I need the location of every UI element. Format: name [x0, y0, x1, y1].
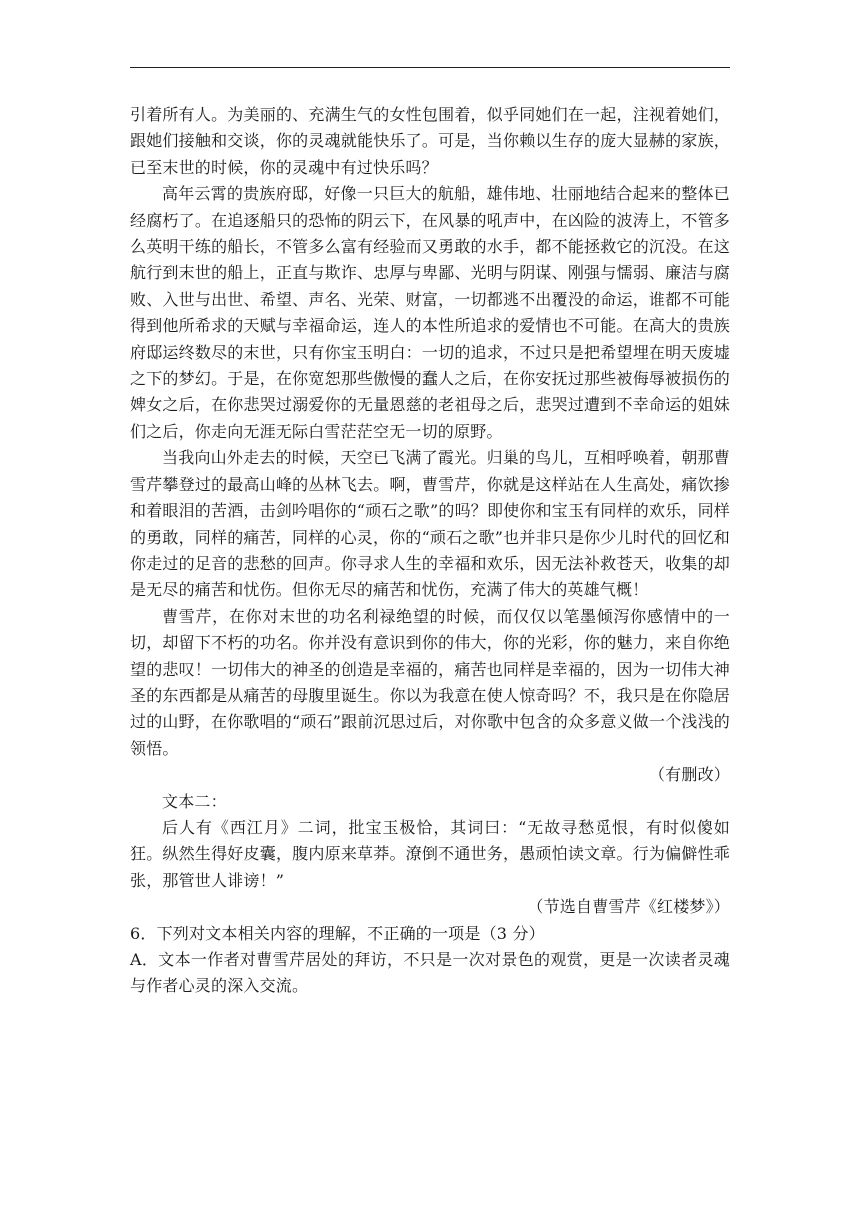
paragraph-3: 当我向山外走去的时候，天空已飞满了霞光。归巢的鸟儿，互相呼唤着，朝那曹雪芹攀登过的最高山峰的丛林飞去。啊，曹雪芹，你就是这样站在人生高处，痛饮掺和着眼泪的苦酒，击剑吟唱你的“顽石之歌”的吗？即使你和宝玉有同样的欢乐，同样的勇敢，同样的痛苦，同样的心灵，你的“顽石之歌”也并非只是你少儿时代的回忆和你走过的足音的悲愁的回声。你寻求人生的幸福和欢乐，因无法补救苍天，收集的却是无尽的痛苦和忧伤。但你无尽的痛苦和忧伤，充满了伟大的英雄气概！ — [130, 448, 730, 600]
header-rule — [130, 67, 730, 68]
question-stem: 6．下列对文本相关内容的理解，不正确的一项是（3 分） — [130, 923, 545, 943]
source-note: （节选自曹雪芹《红楼梦》） — [527, 897, 730, 917]
paragraph-4: 曹雪芹，在你对末世的功名利禄绝望的时候，而仅仅以笔墨倾泻你感情中的一切，却留下不朽的功名。你并没有意识到你的伟大，你的光彩，你的魅力，来自你绝望的悲叹！一切伟大的神圣的创造是幸福的，痛苦也同样是幸福的，因为一切伟大神圣的东西都是从痛苦的母腹里诞生。你以为我意在使人惊奇吗？不，我只是在你隐居过的山野，在你歌唱的“顽石”跟前沉思过后，对你歌中包含的众多意义做一个浅浅的领悟。 — [130, 606, 730, 758]
revision-note: （有删改） — [648, 765, 730, 785]
document-body — [130, 102, 730, 1000]
paragraph-1: 引着所有人。为美丽的、充满生气的女性包围着，似乎同她们在一起，注视着她们，跟她们接触和交谈，你的灵魂就能快乐了。可是，当你赖以生存的庞大显赫的家族，已至末世的时候，你的灵魂中有过快乐吗？ — [130, 105, 730, 177]
option-a: A．文本一作者对曹雪芹居处的拜访，不只是一次对景色的观赏，更是一次读者灵魂与作者心灵的深入交流。 — [130, 950, 730, 996]
text-two-label: 文本二： — [162, 791, 227, 811]
paragraph-2: 高年云霄的贵族府邸，好像一只巨大的航船，雄伟地、壮丽地结合起来的整体已经腐朽了。在追逐船只的恐怖的阴云下，在风暴的吼声中，在凶险的波涛上，不管多么英明干练的船长，不管多么富有经验而又勇敢的水手，都不能拯救它的沉没。在这航行到末世的船上，正直与欺诈、忠厚与卑鄙、光明与阴谋、刚强与懦弱、廉洁与腐败、入世与出世、希望、声名、光荣、财富，一切都逃不出覆没的命运，谁都不可能得到他所希求的天赋与幸福命运，连人的本性所追求的爱情也不可能。在高大的贵族府邸运终数尽的末世，只有你宝玉明白：一切的追求，不过只是把希望埋在明天废墟之下的梦幻。于是，在你宽恕那些傲慢的蠢人之后，在你安抚过那些被侮辱被损伤的婢女之后，在你悲哭过溺爱你的无量恩慈的老祖母之后，悲哭过遭到不幸命运的姐妹们之后，你走向无涯无际白雪茫茫空无一切的原野。 — [130, 184, 730, 441]
paragraph-5: 后人有《西江月》二词，批宝玉极恰，其词曰：“无故寻愁觅恨，有时似傻如狂。纵然生得好皮囊，腹内原来草莽。潦倒不通世务，愚顽怕读文章。行为偏僻性乖张，那管世人诽谤！” — [130, 817, 730, 890]
